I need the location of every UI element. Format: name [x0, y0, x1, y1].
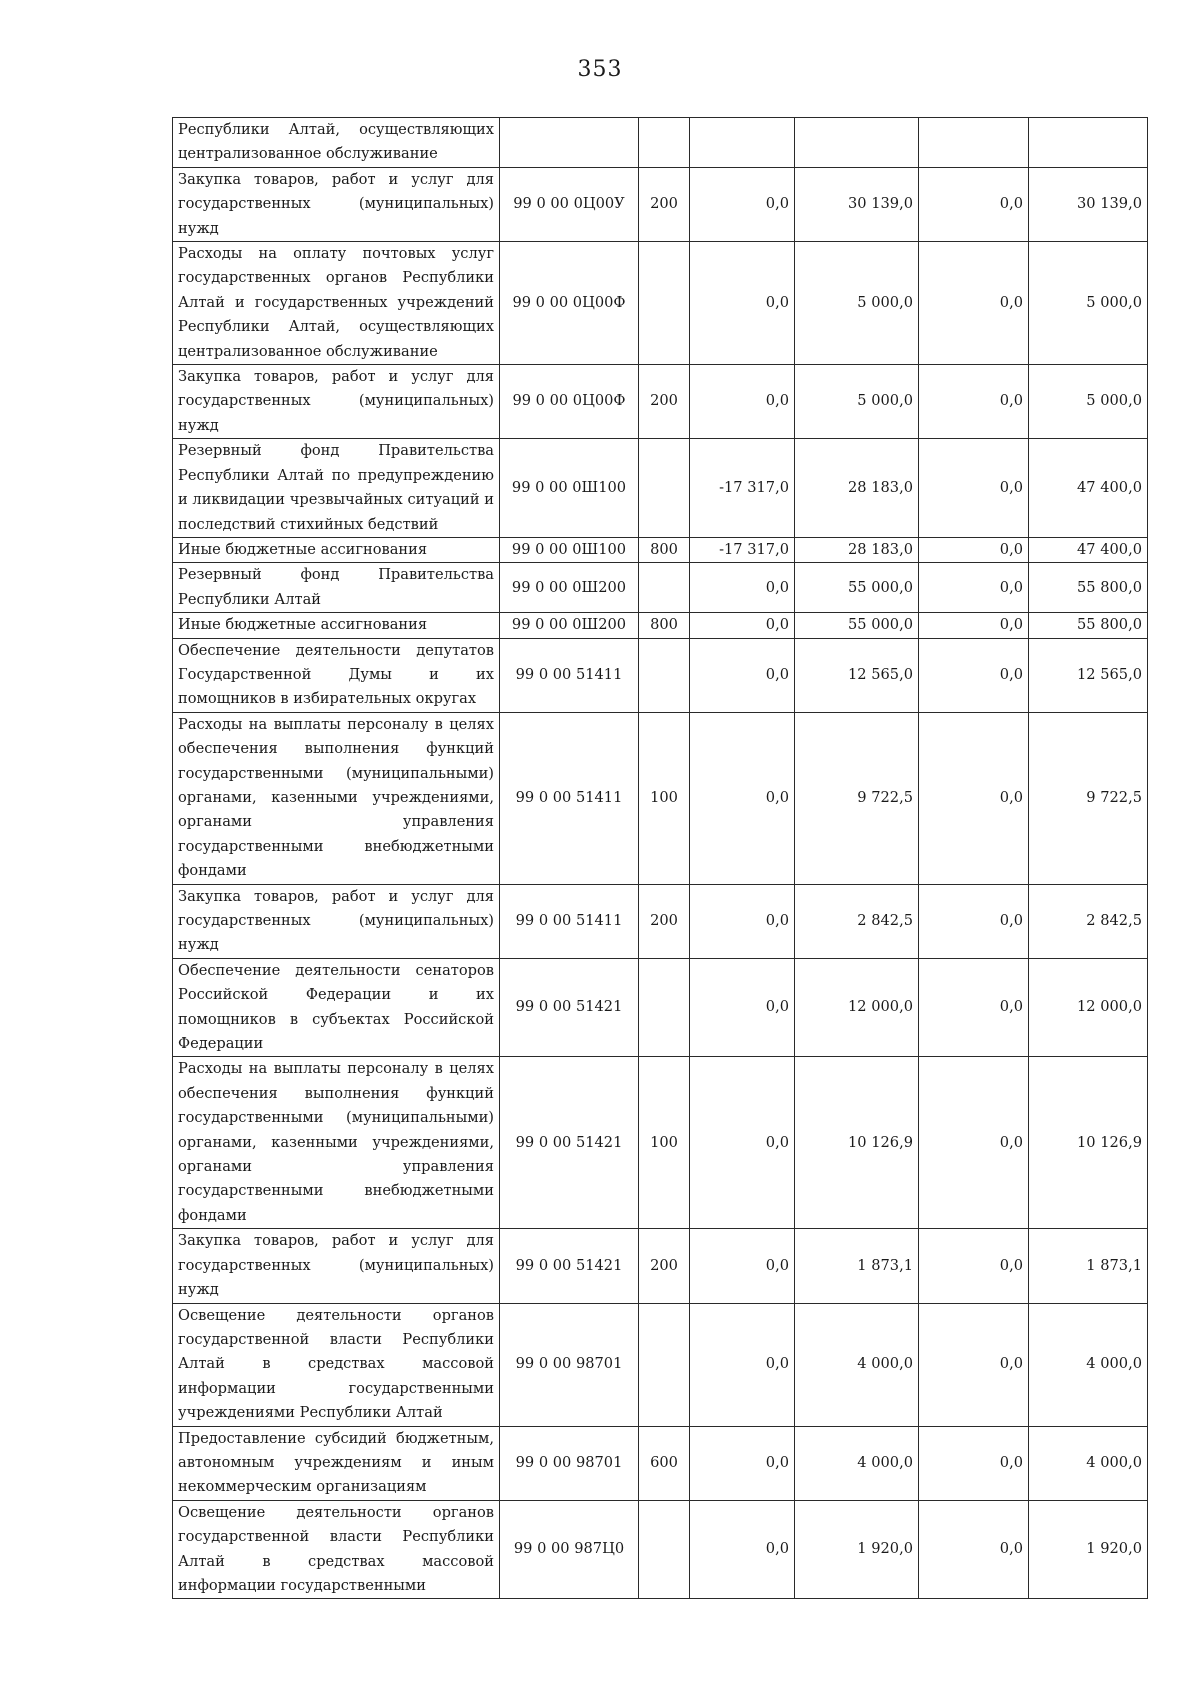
total-amount-cell: 5 000,0: [1029, 365, 1148, 439]
expense-name-cell: Обеспечение деятельности сенаторов Российской Федерации и их помощников в субъектах Российской Федерации: [173, 958, 500, 1057]
expense-name-cell: Обеспечение деятельности депутатов Государственной Думы и их помощников в избирательных округах: [173, 638, 500, 712]
total-amount-cell: 55 800,0: [1029, 563, 1148, 613]
target-article-code-cell: 99 0 00 0Ш200: [500, 563, 639, 613]
amount-cell: 10 126,9: [795, 1057, 919, 1229]
total-amount-cell: 47 400,0: [1029, 537, 1148, 562]
expense-type-cell: 200: [639, 1229, 690, 1303]
amount-cell: 0,0: [919, 1057, 1029, 1229]
amount-cell: 0,0: [919, 563, 1029, 613]
change-amount-cell: 0,0: [690, 1303, 795, 1426]
table-row: [173, 1426, 1148, 1500]
expense-name-cell: Резервный фонд Правительства Республики Алтай: [173, 563, 500, 613]
amount-cell: 0,0: [919, 537, 1029, 562]
amount-cell: 9 722,5: [795, 712, 919, 884]
table-row: [173, 1500, 1148, 1599]
amount-cell: 0,0: [919, 958, 1029, 1057]
amount-cell: 5 000,0: [795, 365, 919, 439]
total-amount-cell: 10 126,9: [1029, 1057, 1148, 1229]
amount-cell: 0,0: [919, 1426, 1029, 1500]
total-amount-cell: 5 000,0: [1029, 242, 1148, 365]
amount-cell: [919, 118, 1029, 168]
amount-cell: 0,0: [919, 613, 1029, 638]
total-amount-cell: 1 920,0: [1029, 1500, 1148, 1599]
amount-cell: 0,0: [919, 365, 1029, 439]
expense-type-cell: [639, 563, 690, 613]
table-row: [173, 958, 1148, 1057]
amount-cell: 0,0: [919, 1229, 1029, 1303]
table-row: [173, 365, 1148, 439]
page-number: 353: [577, 57, 623, 82]
target-article-code-cell: 99 0 00 0Ц00У: [500, 167, 639, 241]
expense-name-cell: Иные бюджетные ассигнования: [173, 537, 500, 562]
amount-cell: 0,0: [919, 638, 1029, 712]
expense-type-cell: 800: [639, 613, 690, 638]
table-row: [173, 537, 1148, 562]
amount-cell: 4 000,0: [795, 1426, 919, 1500]
expense-type-cell: [639, 1500, 690, 1599]
change-amount-cell: 0,0: [690, 884, 795, 958]
target-article-code-cell: 99 0 00 987Ц0: [500, 1500, 639, 1599]
change-amount-cell: 0,0: [690, 1426, 795, 1500]
target-article-code-cell: 99 0 00 51421: [500, 958, 639, 1057]
amount-cell: 55 000,0: [795, 613, 919, 638]
expense-type-cell: 100: [639, 712, 690, 884]
expense-type-cell: [639, 439, 690, 538]
table-row: [173, 613, 1148, 638]
table-row: [173, 638, 1148, 712]
total-amount-cell: 2 842,5: [1029, 884, 1148, 958]
change-amount-cell: 0,0: [690, 242, 795, 365]
target-article-code-cell: 99 0 00 51411: [500, 712, 639, 884]
amount-cell: 0,0: [919, 1500, 1029, 1599]
amount-cell: 2 842,5: [795, 884, 919, 958]
table-row: [173, 1303, 1148, 1426]
amount-cell: 0,0: [919, 1303, 1029, 1426]
amount-cell: [795, 118, 919, 168]
amount-cell: 0,0: [919, 884, 1029, 958]
expense-name-cell: Резервный фонд Правительства Республики Алтай по предупреждению и ликвидации чрезвычайных ситуаций и последствий стихийных бедствий: [173, 439, 500, 538]
expense-type-cell: 600: [639, 1426, 690, 1500]
expense-name-cell: Республики Алтай, осуществляющих централизованное обслуживание: [173, 118, 500, 168]
change-amount-cell: 0,0: [690, 365, 795, 439]
expense-type-cell: [639, 118, 690, 168]
table-row: [173, 884, 1148, 958]
total-amount-cell: 30 139,0: [1029, 167, 1148, 241]
total-amount-cell: [1029, 118, 1148, 168]
expense-name-cell: Закупка товаров, работ и услуг для государственных (муниципальных) нужд: [173, 167, 500, 241]
change-amount-cell: 0,0: [690, 1500, 795, 1599]
amount-cell: 0,0: [919, 167, 1029, 241]
change-amount-cell: 0,0: [690, 958, 795, 1057]
amount-cell: 0,0: [919, 712, 1029, 884]
amount-cell: 4 000,0: [795, 1303, 919, 1426]
expense-type-cell: 100: [639, 1057, 690, 1229]
target-article-code-cell: 99 0 00 0Ш100: [500, 439, 639, 538]
target-article-code-cell: 99 0 00 98701: [500, 1303, 639, 1426]
amount-cell: 0,0: [919, 439, 1029, 538]
table-row: [173, 439, 1148, 538]
change-amount-cell: -17 317,0: [690, 537, 795, 562]
total-amount-cell: 47 400,0: [1029, 439, 1148, 538]
expense-name-cell: Расходы на выплаты персоналу в целях обеспечения выполнения функций государственными (муниципальными) органами, казенными учреждениями, органами управления государственными внебюджетными фондами: [173, 1057, 500, 1229]
target-article-code-cell: 99 0 00 51411: [500, 884, 639, 958]
change-amount-cell: [690, 118, 795, 168]
total-amount-cell: 1 873,1: [1029, 1229, 1148, 1303]
table-row: [173, 167, 1148, 241]
total-amount-cell: 4 000,0: [1029, 1303, 1148, 1426]
expense-name-cell: Иные бюджетные ассигнования: [173, 613, 500, 638]
change-amount-cell: 0,0: [690, 712, 795, 884]
change-amount-cell: 0,0: [690, 638, 795, 712]
amount-cell: 5 000,0: [795, 242, 919, 365]
expense-type-cell: [639, 958, 690, 1057]
amount-cell: 28 183,0: [795, 537, 919, 562]
expense-type-cell: 200: [639, 884, 690, 958]
total-amount-cell: 12 000,0: [1029, 958, 1148, 1057]
amount-cell: 55 000,0: [795, 563, 919, 613]
target-article-code-cell: 99 0 00 0Ш200: [500, 613, 639, 638]
expense-type-cell: [639, 1303, 690, 1426]
total-amount-cell: 4 000,0: [1029, 1426, 1148, 1500]
table-row: [173, 712, 1148, 884]
expense-type-cell: [639, 242, 690, 365]
amount-cell: 28 183,0: [795, 439, 919, 538]
table-row: [173, 1057, 1148, 1229]
target-article-code-cell: [500, 118, 639, 168]
target-article-code-cell: 99 0 00 51421: [500, 1229, 639, 1303]
expense-name-cell: Освещение деятельности органов государственной власти Республики Алтай в средствах массовой информации государственными учреждениями Республики Алтай: [173, 1303, 500, 1426]
table-row: [173, 118, 1148, 168]
change-amount-cell: 0,0: [690, 563, 795, 613]
expense-name-cell: Расходы на выплаты персоналу в целях обеспечения выполнения функций государственными (муниципальными) органами, казенными учреждениями, органами управления государственными внебюджетными фондами: [173, 712, 500, 884]
total-amount-cell: 12 565,0: [1029, 638, 1148, 712]
expense-name-cell: Предоставление субсидий бюджетным, автономным учреждениям и иным некоммерческим организациям: [173, 1426, 500, 1500]
change-amount-cell: 0,0: [690, 167, 795, 241]
target-article-code-cell: 99 0 00 51421: [500, 1057, 639, 1229]
amount-cell: 12 565,0: [795, 638, 919, 712]
change-amount-cell: 0,0: [690, 1057, 795, 1229]
target-article-code-cell: 99 0 00 0Ш100: [500, 537, 639, 562]
expense-name-cell: Расходы на оплату почтовых услуг государственных органов Республики Алтай и государственных учреждений Республики Алтай, осуществляющих централизованное обслуживание: [173, 242, 500, 365]
target-article-code-cell: 99 0 00 0Ц00Ф: [500, 242, 639, 365]
amount-cell: 30 139,0: [795, 167, 919, 241]
total-amount-cell: 55 800,0: [1029, 613, 1148, 638]
amount-cell: 1 873,1: [795, 1229, 919, 1303]
amount-cell: 12 000,0: [795, 958, 919, 1057]
expense-type-cell: [639, 638, 690, 712]
table-row: [173, 1229, 1148, 1303]
amount-cell: 1 920,0: [795, 1500, 919, 1599]
expense-name-cell: Освещение деятельности органов государственной власти Республики Алтай в средствах массовой информации государственными: [173, 1500, 500, 1599]
target-article-code-cell: 99 0 00 51411: [500, 638, 639, 712]
change-amount-cell: -17 317,0: [690, 439, 795, 538]
table-row: [173, 242, 1148, 365]
change-amount-cell: 0,0: [690, 1229, 795, 1303]
expense-type-cell: 200: [639, 167, 690, 241]
budget-table: [172, 117, 1148, 1599]
target-article-code-cell: 99 0 00 0Ц00Ф: [500, 365, 639, 439]
target-article-code-cell: 99 0 00 98701: [500, 1426, 639, 1500]
expense-name-cell: Закупка товаров, работ и услуг для государственных (муниципальных) нужд: [173, 884, 500, 958]
amount-cell: 0,0: [919, 242, 1029, 365]
table-row: [173, 563, 1148, 613]
expense-name-cell: Закупка товаров, работ и услуг для государственных (муниципальных) нужд: [173, 1229, 500, 1303]
total-amount-cell: 9 722,5: [1029, 712, 1148, 884]
expense-type-cell: 200: [639, 365, 690, 439]
change-amount-cell: 0,0: [690, 613, 795, 638]
expense-type-cell: 800: [639, 537, 690, 562]
expense-name-cell: Закупка товаров, работ и услуг для государственных (муниципальных) нужд: [173, 365, 500, 439]
budget-table-body: [173, 118, 1148, 1599]
